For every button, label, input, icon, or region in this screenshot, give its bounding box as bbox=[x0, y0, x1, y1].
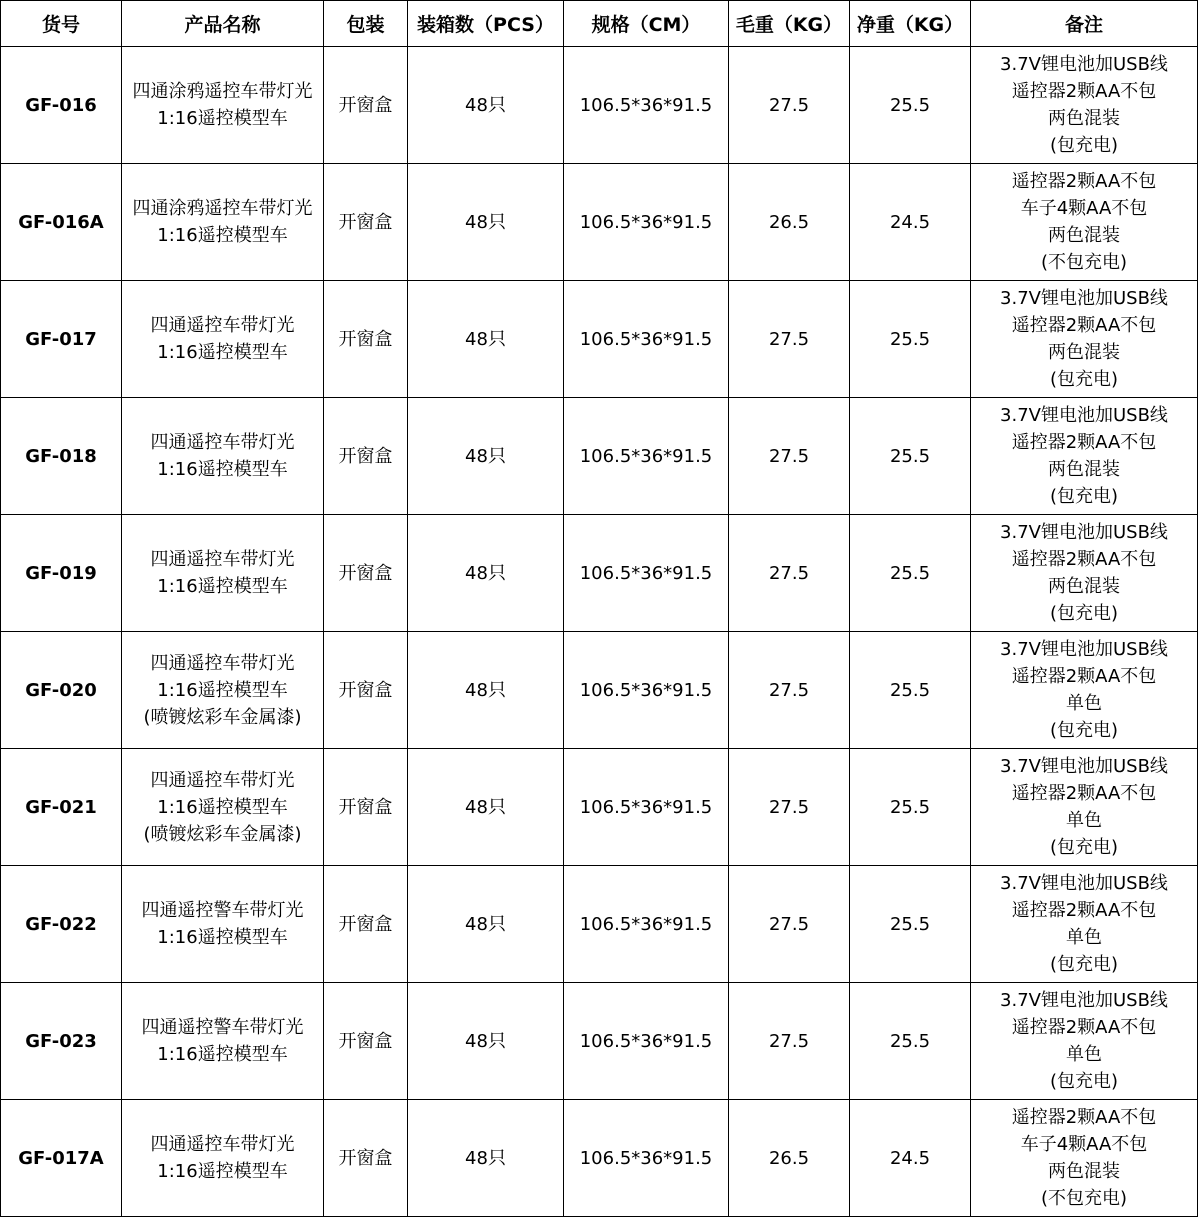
packaging-cell: 开窗盒 bbox=[324, 515, 408, 632]
product-name-cell bbox=[122, 281, 324, 398]
remarks-line: (包充电) bbox=[1049, 954, 1119, 975]
product-name-line: 四通遥控警车带灯光 bbox=[141, 1017, 304, 1038]
item-code-cell: GF-022 bbox=[1, 866, 122, 983]
item-code-cell: GF-017 bbox=[1, 281, 122, 398]
remarks-line: (包充电) bbox=[1049, 486, 1119, 507]
carton-size-cell: 106.5*36*91.5 bbox=[564, 632, 729, 749]
packaging-cell: 开窗盒 bbox=[324, 398, 408, 515]
remarks-line: 单色 bbox=[1066, 927, 1102, 948]
item-code-cell: GF-016A bbox=[1, 164, 122, 281]
header-carton-qty: 装箱数（PCS） bbox=[408, 1, 564, 47]
header-product-name: 产品名称 bbox=[122, 1, 324, 47]
remarks-line: 3.7V锂电池加USB线 bbox=[1000, 639, 1168, 660]
packaging-cell: 开窗盒 bbox=[324, 866, 408, 983]
product-name-line: 1:16遥控模型车 bbox=[157, 342, 288, 363]
item-code-cell: GF-016 bbox=[1, 47, 122, 164]
table-row bbox=[1, 1100, 1198, 1217]
remarks-cell bbox=[971, 983, 1198, 1100]
remarks-cell bbox=[971, 398, 1198, 515]
gross-weight-cell: 27.5 bbox=[729, 749, 850, 866]
table-row bbox=[1, 515, 1198, 632]
gross-weight-cell: 27.5 bbox=[729, 866, 850, 983]
table-row bbox=[1, 164, 1198, 281]
gross-weight-cell: 26.5 bbox=[729, 1100, 850, 1217]
header-gross-weight: 毛重（KG） bbox=[729, 1, 850, 47]
remarks-line: (不包充电) bbox=[1040, 1188, 1128, 1209]
header-net-weight: 净重（KG） bbox=[850, 1, 971, 47]
table-row bbox=[1, 281, 1198, 398]
remarks-cell bbox=[971, 281, 1198, 398]
carton-qty-cell: 48只 bbox=[408, 983, 564, 1100]
gross-weight-cell: 26.5 bbox=[729, 164, 850, 281]
remarks-line: (不包充电) bbox=[1040, 252, 1128, 273]
product-name-cell bbox=[122, 515, 324, 632]
product-name-cell bbox=[122, 866, 324, 983]
product-name-cell bbox=[122, 749, 324, 866]
packaging-cell: 开窗盒 bbox=[324, 47, 408, 164]
item-code-cell: GF-023 bbox=[1, 983, 122, 1100]
product-name-cell bbox=[122, 398, 324, 515]
net-weight-cell: 25.5 bbox=[850, 398, 971, 515]
remarks-line: (包充电) bbox=[1049, 837, 1119, 858]
product-name-line: 四通涂鸦遥控车带灯光 bbox=[132, 81, 313, 102]
packaging-cell: 开窗盒 bbox=[324, 1100, 408, 1217]
carton-qty-cell: 48只 bbox=[408, 398, 564, 515]
remarks-line: 遥控器2颗AA不包 bbox=[1011, 783, 1157, 804]
gross-weight-cell: 27.5 bbox=[729, 47, 850, 164]
carton-size-cell: 106.5*36*91.5 bbox=[564, 515, 729, 632]
remarks-line: 遥控器2颗AA不包 bbox=[1011, 666, 1157, 687]
net-weight-cell: 25.5 bbox=[850, 281, 971, 398]
table-row bbox=[1, 866, 1198, 983]
net-weight-cell: 25.5 bbox=[850, 866, 971, 983]
product-name-line: 1:16遥控模型车 bbox=[157, 679, 288, 701]
carton-qty-cell: 48只 bbox=[408, 281, 564, 398]
carton-qty-cell: 48只 bbox=[408, 1100, 564, 1217]
remarks-line: 车子4颗AA不包 bbox=[1020, 1134, 1148, 1155]
header-remarks: 备注 bbox=[971, 1, 1198, 47]
product-name-line: 四通遥控车带灯光 bbox=[150, 769, 295, 791]
product-name-cell bbox=[122, 983, 324, 1100]
net-weight-cell: 25.5 bbox=[850, 749, 971, 866]
net-weight-cell: 24.5 bbox=[850, 164, 971, 281]
remarks-line: 两色混装 bbox=[1048, 576, 1120, 597]
remarks-line: 3.7V锂电池加USB线 bbox=[1000, 522, 1168, 543]
header-packaging: 包装 bbox=[324, 1, 408, 47]
remarks-line: 两色混装 bbox=[1048, 459, 1120, 480]
item-code-cell: GF-020 bbox=[1, 632, 122, 749]
item-code-cell: GF-019 bbox=[1, 515, 122, 632]
carton-size-cell: 106.5*36*91.5 bbox=[564, 866, 729, 983]
product-name-line: 四通遥控车带灯光 bbox=[150, 549, 295, 570]
remarks-line: 单色 bbox=[1066, 1044, 1102, 1065]
remarks-line: 遥控器2颗AA不包 bbox=[1011, 549, 1157, 570]
table-header bbox=[1, 1, 1198, 47]
gross-weight-cell: 27.5 bbox=[729, 983, 850, 1100]
product-name-cell bbox=[122, 1100, 324, 1217]
product-name-line: 1:16遥控模型车 bbox=[157, 1044, 288, 1065]
remarks-line: 遥控器2颗AA不包 bbox=[1011, 315, 1157, 336]
remarks-line: (包充电) bbox=[1049, 369, 1119, 390]
remarks-cell bbox=[971, 47, 1198, 164]
table-row bbox=[1, 632, 1198, 749]
carton-qty-cell: 48只 bbox=[408, 866, 564, 983]
item-code-cell: GF-017A bbox=[1, 1100, 122, 1217]
net-weight-cell: 25.5 bbox=[850, 515, 971, 632]
remarks-cell bbox=[971, 632, 1198, 749]
carton-qty-cell: 48只 bbox=[408, 515, 564, 632]
gross-weight-cell: 27.5 bbox=[729, 632, 850, 749]
gross-weight-cell: 27.5 bbox=[729, 281, 850, 398]
carton-size-cell: 106.5*36*91.5 bbox=[564, 1100, 729, 1217]
product-name-line: 四通遥控车带灯光 bbox=[150, 1134, 295, 1155]
carton-size-cell: 106.5*36*91.5 bbox=[564, 749, 729, 866]
item-code-cell: GF-021 bbox=[1, 749, 122, 866]
remarks-line: 两色混装 bbox=[1048, 108, 1120, 129]
remarks-line: 遥控器2颗AA不包 bbox=[1011, 1107, 1157, 1128]
remarks-line: 车子4颗AA不包 bbox=[1020, 198, 1148, 219]
remarks-cell bbox=[971, 515, 1198, 632]
product-name-line: 四通涂鸦遥控车带灯光 bbox=[132, 198, 313, 219]
carton-size-cell: 106.5*36*91.5 bbox=[564, 983, 729, 1100]
remarks-line: 3.7V锂电池加USB线 bbox=[1000, 405, 1168, 426]
product-name-cell bbox=[122, 47, 324, 164]
remarks-line: 单色 bbox=[1066, 810, 1102, 831]
table-row bbox=[1, 749, 1198, 866]
product-name-line: 1:16遥控模型车 bbox=[157, 796, 288, 818]
carton-qty-cell: 48只 bbox=[408, 164, 564, 281]
product-name-line: 1:16遥控模型车 bbox=[157, 927, 288, 948]
remarks-line: 单色 bbox=[1066, 693, 1102, 714]
remarks-line: 遥控器2颗AA不包 bbox=[1011, 1017, 1157, 1038]
product-name-line: 1:16遥控模型车 bbox=[157, 459, 288, 480]
remarks-line: 两色混装 bbox=[1048, 342, 1120, 363]
net-weight-cell: 25.5 bbox=[850, 632, 971, 749]
product-name-line: 四通遥控车带灯光 bbox=[150, 652, 295, 674]
product-name-line: 四通遥控警车带灯光 bbox=[141, 900, 304, 921]
net-weight-cell: 24.5 bbox=[850, 1100, 971, 1217]
carton-qty-cell: 48只 bbox=[408, 632, 564, 749]
remarks-line: 3.7V锂电池加USB线 bbox=[1000, 990, 1168, 1011]
product-name-line: 1:16遥控模型车 bbox=[157, 576, 288, 597]
header-item-code: 货号 bbox=[1, 1, 122, 47]
table-body bbox=[1, 47, 1198, 1217]
header-row bbox=[1, 1, 1198, 47]
remarks-line: (包充电) bbox=[1049, 720, 1119, 741]
remarks-line: (包充电) bbox=[1049, 135, 1119, 156]
carton-size-cell: 106.5*36*91.5 bbox=[564, 164, 729, 281]
product-name-line: 四通遥控车带灯光 bbox=[150, 432, 295, 453]
item-code-cell: GF-018 bbox=[1, 398, 122, 515]
carton-qty-cell: 48只 bbox=[408, 47, 564, 164]
remarks-line: 两色混装 bbox=[1048, 225, 1120, 246]
packaging-cell: 开窗盒 bbox=[324, 281, 408, 398]
carton-size-cell: 106.5*36*91.5 bbox=[564, 398, 729, 515]
remarks-cell bbox=[971, 164, 1198, 281]
product-name-line: (喷镀炫彩车金属漆) bbox=[143, 706, 302, 728]
remarks-cell bbox=[971, 866, 1198, 983]
remarks-line: 两色混装 bbox=[1048, 1161, 1120, 1182]
remarks-line: 遥控器2颗AA不包 bbox=[1011, 81, 1157, 102]
packaging-cell: 开窗盒 bbox=[324, 749, 408, 866]
remarks-line: 遥控器2颗AA不包 bbox=[1011, 432, 1157, 453]
remarks-line: 3.7V锂电池加USB线 bbox=[1000, 288, 1168, 309]
product-name-cell bbox=[122, 632, 324, 749]
remarks-cell bbox=[971, 749, 1198, 866]
gross-weight-cell: 27.5 bbox=[729, 398, 850, 515]
carton-size-cell: 106.5*36*91.5 bbox=[564, 281, 729, 398]
product-name-line: 四通遥控车带灯光 bbox=[150, 315, 295, 336]
product-name-line: (喷镀炫彩车金属漆) bbox=[143, 823, 302, 845]
carton-qty-cell: 48只 bbox=[408, 749, 564, 866]
remarks-line: 遥控器2颗AA不包 bbox=[1011, 900, 1157, 921]
remarks-line: (包充电) bbox=[1049, 1071, 1119, 1092]
remarks-line: 遥控器2颗AA不包 bbox=[1011, 171, 1157, 192]
product-name-line: 1:16遥控模型车 bbox=[157, 225, 288, 246]
packaging-cell: 开窗盒 bbox=[324, 632, 408, 749]
remarks-line: (包充电) bbox=[1049, 603, 1119, 624]
packaging-cell: 开窗盒 bbox=[324, 164, 408, 281]
header-carton-size: 规格（CM） bbox=[564, 1, 729, 47]
remarks-line: 3.7V锂电池加USB线 bbox=[1000, 873, 1168, 894]
packaging-cell: 开窗盒 bbox=[324, 983, 408, 1100]
table-row bbox=[1, 47, 1198, 164]
net-weight-cell: 25.5 bbox=[850, 47, 971, 164]
table-row bbox=[1, 398, 1198, 515]
remarks-cell bbox=[971, 1100, 1198, 1217]
product-name-line: 1:16遥控模型车 bbox=[157, 1161, 288, 1182]
product-name-line: 1:16遥控模型车 bbox=[157, 108, 288, 129]
gross-weight-cell: 27.5 bbox=[729, 515, 850, 632]
table-row bbox=[1, 983, 1198, 1100]
remarks-line: 3.7V锂电池加USB线 bbox=[1000, 54, 1168, 75]
net-weight-cell: 25.5 bbox=[850, 983, 971, 1100]
remarks-line: 3.7V锂电池加USB线 bbox=[1000, 756, 1168, 777]
carton-size-cell: 106.5*36*91.5 bbox=[564, 47, 729, 164]
product-name-cell bbox=[122, 164, 324, 281]
